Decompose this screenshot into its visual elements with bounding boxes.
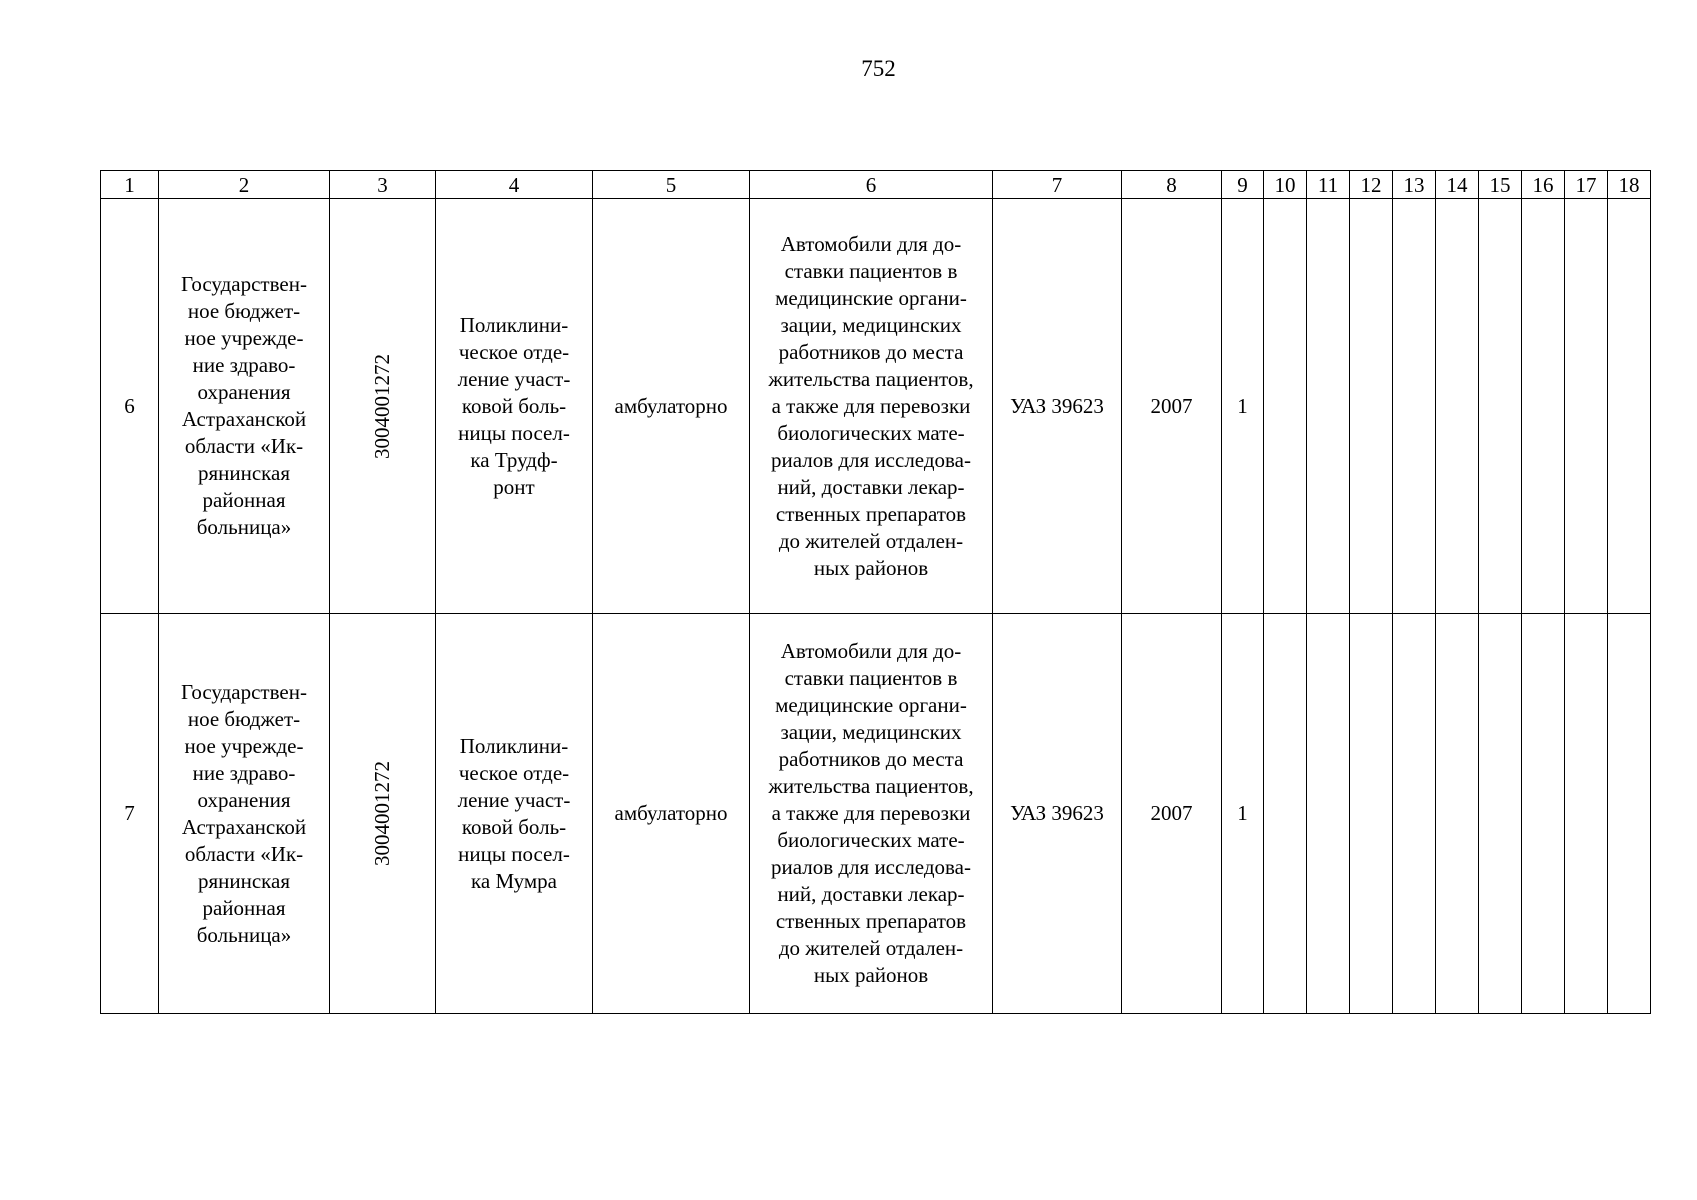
column-header: 10	[1264, 171, 1307, 199]
empty-cell	[1436, 614, 1479, 1014]
empty-cell	[1307, 614, 1350, 1014]
column-header: 1	[101, 171, 159, 199]
subdivision-cell: Поликлини- ческое отде- ление участ- ковой боль- ницы посел- ка Трудф- ронт	[436, 199, 593, 614]
vehicle-model-cell: УАЗ 39623	[993, 199, 1122, 614]
empty-cell	[1393, 199, 1436, 614]
column-header: 11	[1307, 171, 1350, 199]
inn-rotated-text: 3004001272	[370, 761, 394, 866]
inn-cell	[330, 614, 436, 1014]
column-header: 12	[1350, 171, 1393, 199]
empty-cell	[1264, 199, 1307, 614]
empty-cell	[1350, 199, 1393, 614]
purpose-cell: Автомобили для до- ставки пациентов в медицинские органи- зации, медицинских работников до места жительства пациентов, а также для перевозки биологических мате- риалов для исследова- ний, доставки лекар- ственных препаратов до жителей отдален- ных районов	[750, 199, 993, 614]
empty-cell	[1608, 199, 1651, 614]
column-header: 18	[1608, 171, 1651, 199]
data-table	[100, 170, 1651, 1014]
column-header: 13	[1393, 171, 1436, 199]
column-header: 17	[1565, 171, 1608, 199]
inn-cell	[330, 199, 436, 614]
empty-cell	[1522, 199, 1565, 614]
purpose-cell: Автомобили для до- ставки пациентов в медицинские органи- зации, медицинских работников до места жительства пациентов, а также для перевозки биологических мате- риалов для исследова- ний, доставки лекар- ственных препаратов до жителей отдален- ных районов	[750, 614, 993, 1014]
column-header: 6	[750, 171, 993, 199]
column-header: 9	[1222, 171, 1264, 199]
year-cell: 2007	[1122, 199, 1222, 614]
inn-rotated-text: 3004001272	[370, 353, 394, 459]
empty-cell	[1264, 614, 1307, 1014]
care-form-cell: амбулаторно	[593, 199, 750, 614]
empty-cell	[1307, 199, 1350, 614]
empty-cell	[1522, 614, 1565, 1014]
table-row	[101, 199, 1651, 614]
table-row	[101, 614, 1651, 1014]
column-header: 8	[1122, 171, 1222, 199]
column-header: 4	[436, 171, 593, 199]
organization-cell: Государствен- ное бюджет- ное учрежде- ние здраво- охранения Астраханской области «Ик- рянинская районная больница»	[159, 614, 330, 1014]
row-number-cell: 6	[101, 199, 159, 614]
column-header: 7	[993, 171, 1122, 199]
organization-cell: Государствен- ное бюджет- ное учрежде- ние здраво- охранения Астраханской области «Ик- рянинская районная больница»	[159, 199, 330, 614]
empty-cell	[1393, 614, 1436, 1014]
column-header: 14	[1436, 171, 1479, 199]
care-form-cell: амбулаторно	[593, 614, 750, 1014]
empty-cell	[1608, 614, 1651, 1014]
page-number: 752	[861, 56, 896, 81]
column-header: 5	[593, 171, 750, 199]
count-cell: 1	[1222, 199, 1264, 614]
count-cell: 1	[1222, 614, 1264, 1014]
column-header: 2	[159, 171, 330, 199]
column-header: 3	[330, 171, 436, 199]
empty-cell	[1350, 614, 1393, 1014]
empty-cell	[1565, 614, 1608, 1014]
empty-cell	[1436, 199, 1479, 614]
column-header: 15	[1479, 171, 1522, 199]
empty-cell	[1479, 614, 1522, 1014]
year-cell: 2007	[1122, 614, 1222, 1014]
subdivision-cell: Поликлини- ческое отде- ление участ- ковой боль- ницы посел- ка Мумра	[436, 614, 593, 1014]
empty-cell	[1479, 199, 1522, 614]
empty-cell	[1565, 199, 1608, 614]
row-number-cell: 7	[101, 614, 159, 1014]
column-header: 16	[1522, 171, 1565, 199]
column-number-row	[101, 171, 1651, 199]
vehicle-model-cell: УАЗ 39623	[993, 614, 1122, 1014]
